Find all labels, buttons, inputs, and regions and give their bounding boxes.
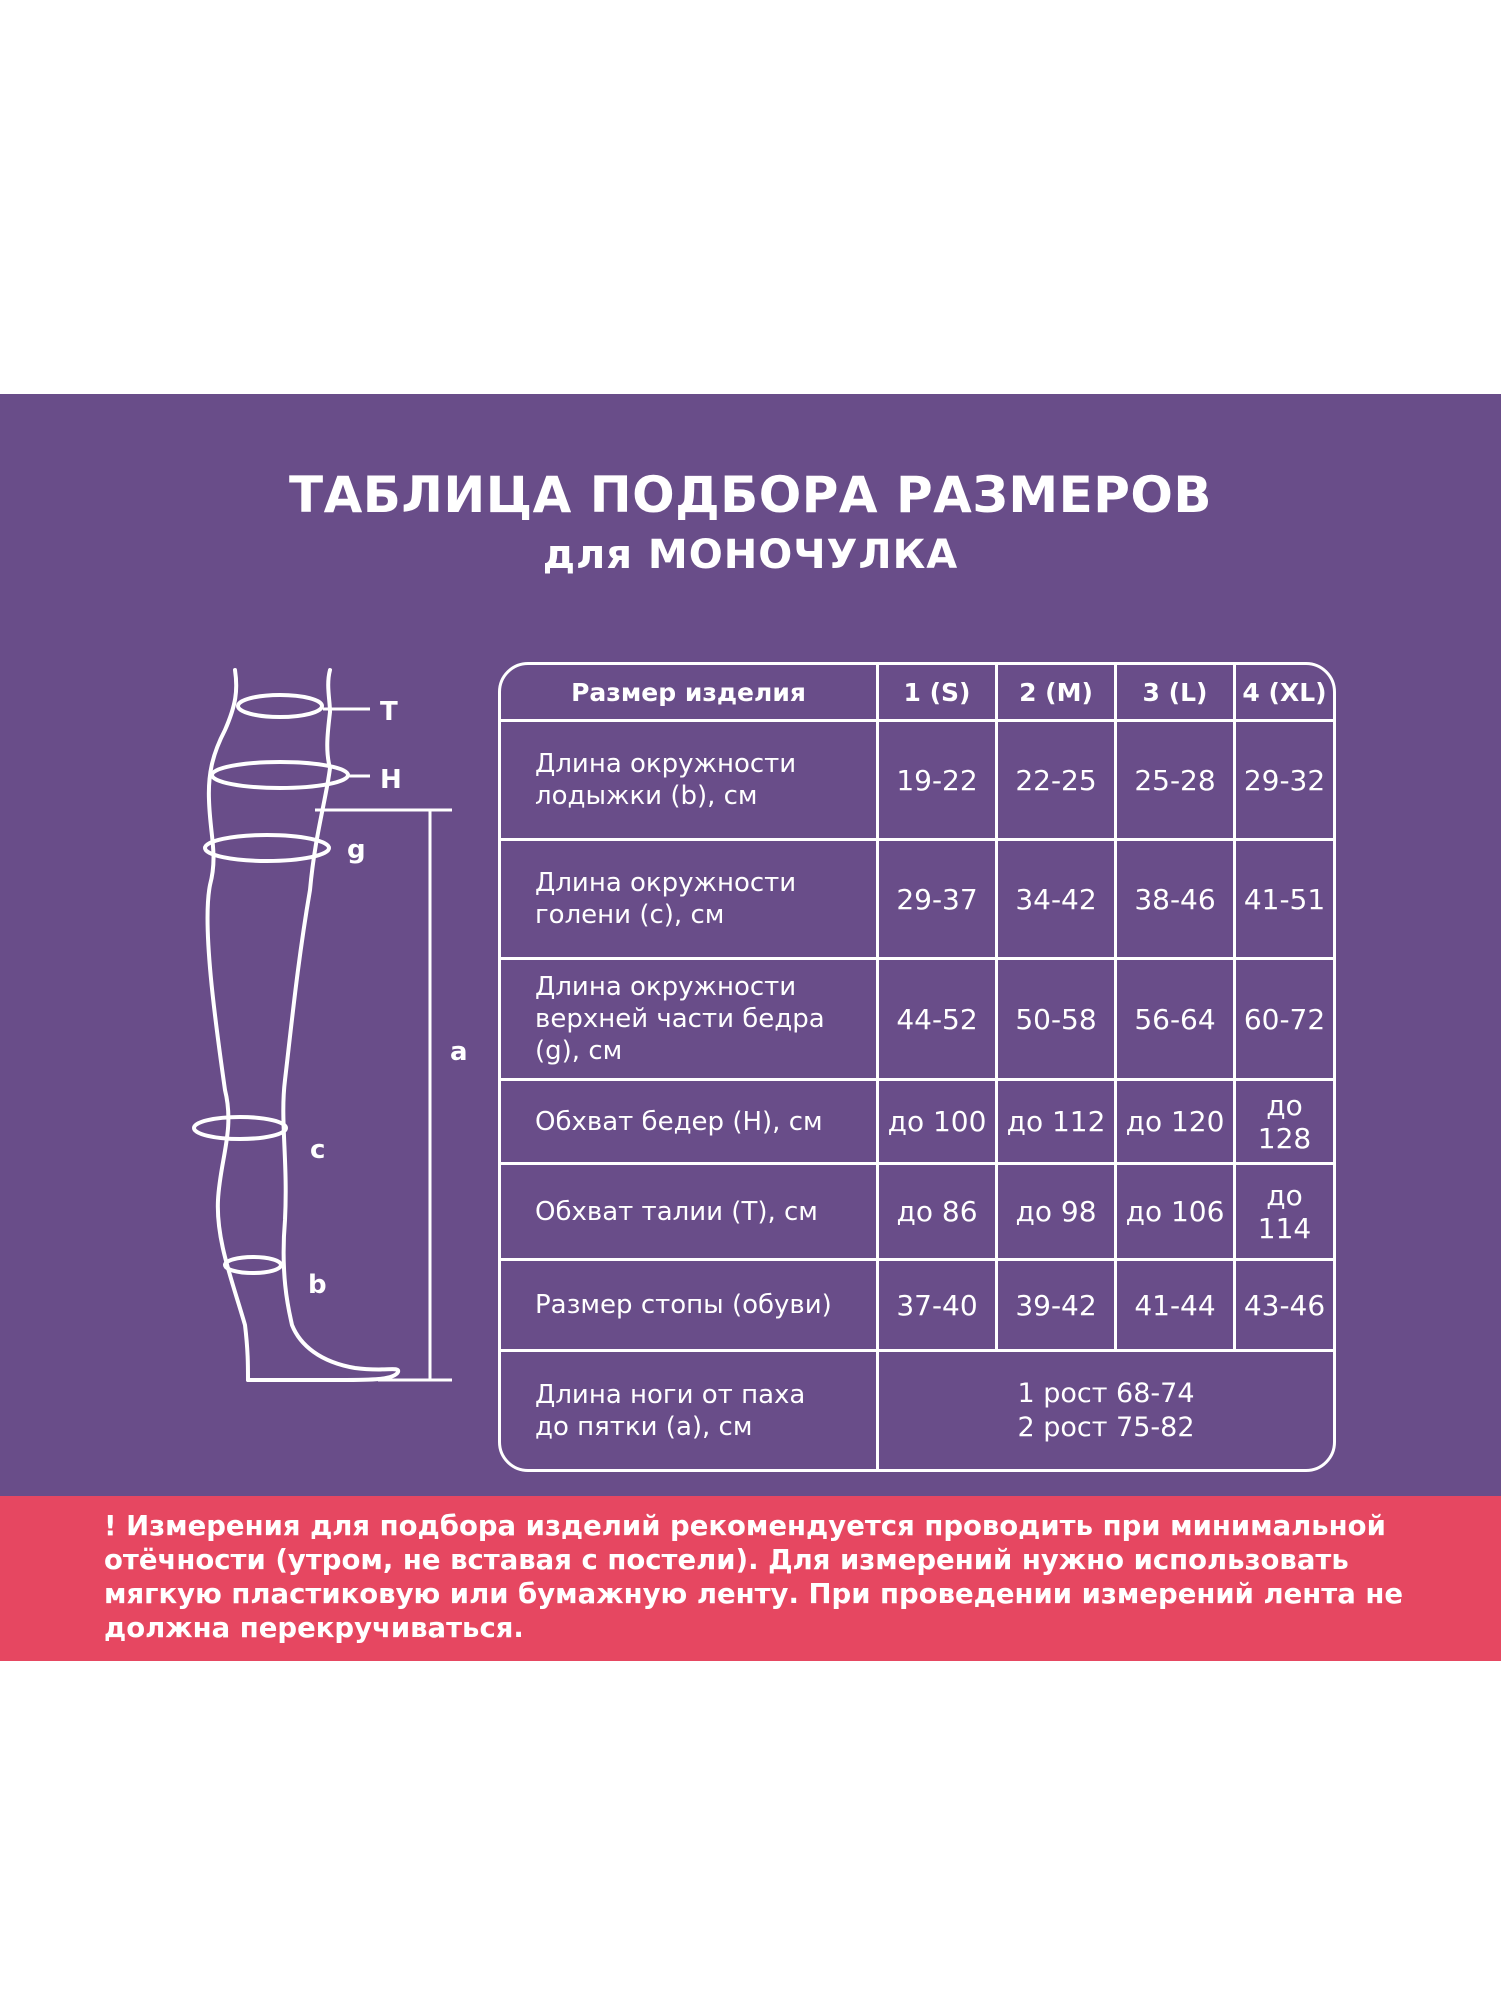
table-cell: до 98 xyxy=(997,1164,1116,1260)
notice-line: ! Измерения для подбора изделий рекомендуется проводить при минимальной xyxy=(104,1510,1386,1542)
table-cell: 29-37 xyxy=(878,840,997,959)
calf-tape-ring xyxy=(194,1117,286,1139)
table-cell: 29-32 xyxy=(1235,721,1334,840)
table-row xyxy=(501,959,1333,1080)
row-label-leg-length xyxy=(501,1351,878,1470)
column-header-size-l: 3 (L) xyxy=(1116,665,1235,721)
table-cell: 25-28 xyxy=(1116,721,1235,840)
table-cell: 41-51 xyxy=(1235,840,1334,959)
column-header-size-m: 2 (M) xyxy=(997,665,1116,721)
row-label-line: Размер стопы (обуви) xyxy=(535,1290,832,1320)
notice-line: отёчности (утром, не вставая с постели). Для измерений нужно использовать xyxy=(104,1544,1349,1576)
table-row xyxy=(501,840,1333,959)
table-cell: 37-40 xyxy=(878,1260,997,1351)
table-cell: до 120 xyxy=(1116,1080,1235,1164)
row-label-line: Длина окружности xyxy=(535,868,797,898)
row-label-thigh xyxy=(501,959,878,1080)
row-label-waist xyxy=(501,1164,878,1260)
leg-measurement-diagram xyxy=(140,660,470,1390)
table-cell: 41-44 xyxy=(1116,1260,1235,1351)
row-label-calf xyxy=(501,840,878,959)
table-cell: 39-42 xyxy=(997,1260,1116,1351)
thigh-tape-ring xyxy=(205,835,329,861)
row-label-line: голени (c), см xyxy=(535,900,725,930)
table-header-row xyxy=(501,665,1333,721)
leg-length-merged-cell xyxy=(878,1351,1334,1470)
row-label-line: Обхват бедер (H), см xyxy=(535,1106,823,1137)
label-ankle-b: b xyxy=(308,1270,327,1300)
waist-tape-ring xyxy=(238,695,322,717)
table-cell: до 114 xyxy=(1235,1164,1334,1260)
column-header-size-s: 1 (S) xyxy=(878,665,997,721)
notice-line: должна перекручиваться. xyxy=(104,1612,524,1644)
table-cell: до 112 xyxy=(997,1080,1116,1164)
table-cell: 60-72 xyxy=(1235,959,1334,1080)
row-label-hips xyxy=(501,1080,878,1164)
label-waist-t: T xyxy=(380,697,398,727)
table-row xyxy=(501,1164,1333,1260)
page-subtitle: для МОНОЧУЛКА xyxy=(542,532,959,578)
row-label-foot xyxy=(501,1260,878,1351)
row-label-line: верхней части бедра xyxy=(535,1004,825,1034)
table-cell: 38-46 xyxy=(1116,840,1235,959)
table-cell: до 128 xyxy=(1235,1080,1334,1164)
table-row xyxy=(501,1351,1333,1470)
column-header-size: Размер изделия xyxy=(501,665,878,721)
notice-line: мягкую пластиковую или бумажную ленту. При проведении измерений лента не xyxy=(104,1578,1403,1610)
row-label-line: Длина окружности xyxy=(535,749,797,779)
table-cell: 19-22 xyxy=(878,721,997,840)
leg-length-value: 1 рост 68-74 xyxy=(1017,1377,1195,1409)
table-row xyxy=(501,721,1333,840)
leg-length-value: 2 рост 75-82 xyxy=(1017,1411,1195,1443)
row-label-ankle xyxy=(501,721,878,840)
notice-text xyxy=(104,1509,1424,1645)
row-label-line: Обхват талии (T), см xyxy=(535,1196,818,1227)
row-label-line: Длина окружности xyxy=(535,972,797,1002)
label-calf-c: c xyxy=(310,1135,326,1165)
label-hip-h: H xyxy=(380,765,402,795)
table-cell: до 100 xyxy=(878,1080,997,1164)
column-header-size-xl: 4 (XL) xyxy=(1235,665,1334,721)
table-cell: до 106 xyxy=(1116,1164,1235,1260)
table-cell: 44-52 xyxy=(878,959,997,1080)
table-cell: 43-46 xyxy=(1235,1260,1334,1351)
row-label-line: Длина ноги от паха xyxy=(535,1379,806,1410)
table-row xyxy=(501,1080,1333,1164)
ankle-tape-ring xyxy=(225,1257,281,1273)
table-cell: 50-58 xyxy=(997,959,1116,1080)
table-cell: до 86 xyxy=(878,1164,997,1260)
page-title: ТАБЛИЦА ПОДБОРА РАЗМЕРОВ xyxy=(288,466,1213,524)
row-label-line: до пятки (a), см xyxy=(535,1411,753,1442)
table-cell: 22-25 xyxy=(997,721,1116,840)
row-label-line: лодыжки (b), см xyxy=(535,781,758,811)
table-cell: 34-42 xyxy=(997,840,1116,959)
table-row xyxy=(501,1260,1333,1351)
label-thigh-g: g xyxy=(347,835,366,865)
row-label-line: (g), см xyxy=(535,1036,623,1066)
table-cell: 56-64 xyxy=(1116,959,1235,1080)
size-table xyxy=(498,662,1336,1472)
label-length-a: a xyxy=(450,1037,468,1067)
